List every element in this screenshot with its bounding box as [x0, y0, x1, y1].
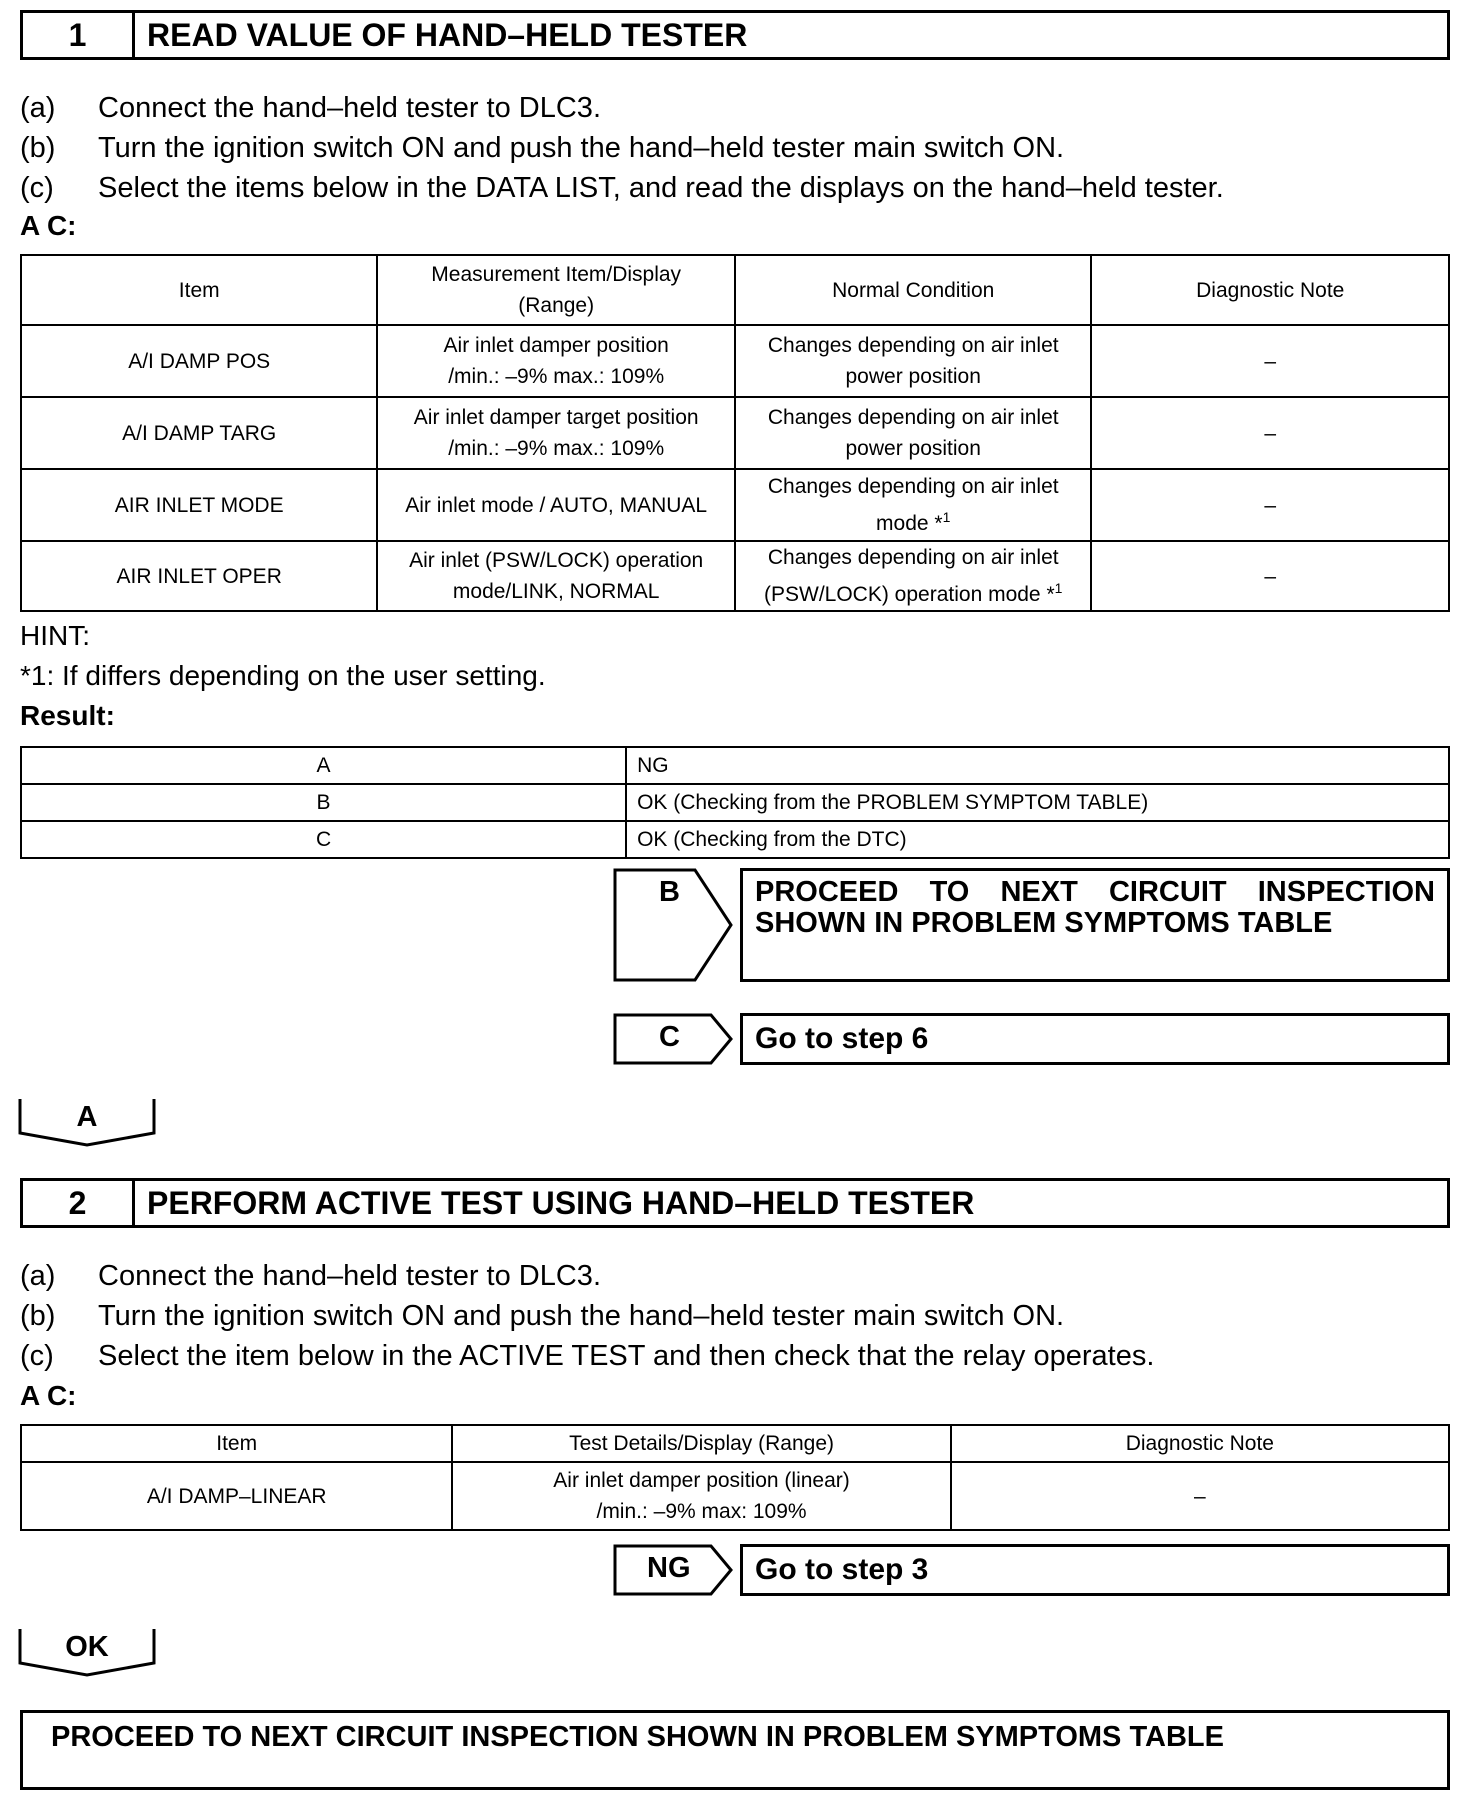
final-box-text: PROCEED TO NEXT CIRCUIT INSPECTION SHOWN IN PROBLEM SYMPTOMS TABLE: [51, 1721, 1224, 1753]
step-1-title: READ VALUE OF HAND–HELD TESTER: [147, 16, 748, 53]
table-header: Item: [21, 255, 377, 325]
branch-b-arrow: [613, 868, 733, 982]
instruction-text: Select the items below in the DATA LIST, and read the displays on the hand–held tester.: [98, 172, 1224, 204]
continue-a-arrow: [18, 1097, 156, 1147]
continue-ok-arrow: [18, 1627, 156, 1677]
step-2-instructions: [20, 1256, 1154, 1376]
table-cell: –: [951, 1462, 1449, 1530]
table-row: [21, 469, 1449, 541]
active-test-table: [20, 1424, 1450, 1531]
table-cell: A/I DAMP TARG: [21, 397, 377, 469]
instruction-item: [20, 168, 1224, 208]
branch-c-label: C: [659, 1021, 680, 1053]
table-cell: AIR INLET MODE: [21, 469, 377, 541]
table-cell: A/I DAMP–LINEAR: [21, 1462, 452, 1530]
final-box: [20, 1710, 1450, 1790]
instruction-label: (c): [20, 172, 54, 204]
result-text: NG: [626, 747, 1449, 784]
table-cell: Air inlet mode / AUTO, MANUAL: [377, 469, 735, 541]
hint-text: *1: If differs depending on the user setting.: [20, 660, 546, 691]
step-2-header: [20, 1178, 1450, 1228]
branch-ng-arrow: [613, 1544, 733, 1596]
step-1-header: [20, 10, 1450, 60]
result-table: [20, 746, 1450, 859]
instruction-item: [20, 1296, 1154, 1336]
table-row: [21, 821, 1449, 858]
step-1-number: 1: [23, 13, 135, 57]
table-cell: Air inlet (PSW/LOCK) operation mode/LINK, NORMAL: [377, 541, 735, 611]
table-header: Item: [21, 1425, 452, 1462]
step-2-number: 2: [23, 1181, 135, 1225]
instruction-item: [20, 128, 1224, 168]
branch-b-text: PROCEED TO NEXT CIRCUIT INSPECTION SHOWN IN PROBLEM SYMPTOMS TABLE: [755, 876, 1435, 939]
instruction-text: Turn the ignition switch ON and push the hand–held tester main switch ON.: [98, 132, 1065, 164]
instruction-text: Select the item below in the ACTIVE TEST and then check that the relay operates.: [98, 1340, 1155, 1372]
table-row: [21, 784, 1449, 821]
step-1-instructions: [20, 88, 1224, 208]
table-cell: –: [1091, 325, 1449, 397]
hint-label: HINT:: [20, 620, 90, 651]
table-header: [377, 255, 735, 325]
table-cell: AIR INLET OPER: [21, 541, 377, 611]
instruction-label: (a): [20, 1260, 56, 1292]
instruction-item: [20, 1256, 1154, 1296]
table-cell: Air inlet damper position (linear) /min.: –9% max: 109%: [452, 1462, 950, 1530]
branch-c-arrow: [613, 1013, 733, 1065]
instruction-label: (c): [20, 1340, 54, 1372]
table-row: [21, 1462, 1449, 1530]
table-row: [21, 541, 1449, 611]
table-header: Normal Condition: [735, 255, 1092, 325]
step-2-title: PERFORM ACTIVE TEST USING HAND–HELD TESTER: [147, 1184, 975, 1221]
table-row: [21, 397, 1449, 469]
header-line: Measurement Item/Display: [431, 263, 682, 286]
table-cell: Changes depending on air inlet power position: [735, 325, 1092, 397]
instruction-text: Connect the hand–held tester to DLC3.: [98, 1260, 601, 1292]
table-cell: –: [1091, 469, 1449, 541]
result-label: Result:: [20, 700, 115, 731]
branch-ng-box: [740, 1544, 1450, 1596]
table-cell: Air inlet damper position /min.: –9% max.: 109%: [377, 325, 735, 397]
header-line: (Range): [518, 294, 595, 317]
branch-b-box: [740, 868, 1450, 982]
continue-a-label: A: [76, 1101, 98, 1133]
data-list-table: [20, 254, 1450, 612]
instruction-text: Connect the hand–held tester to DLC3.: [98, 92, 601, 124]
table-cell: –: [1091, 541, 1449, 611]
table-header-row: [21, 255, 1449, 325]
table-header: Diagnostic Note: [951, 1425, 1449, 1462]
instruction-item: [20, 1336, 1154, 1376]
continue-ok-label: OK: [65, 1631, 109, 1663]
table-cell: Changes depending on air inlet (PSW/LOCK) operation mode *$^1$: [735, 541, 1092, 611]
instruction-label: (a): [20, 92, 56, 124]
branch-c-text: Go to step 6: [755, 1022, 929, 1055]
section-label: A C:: [20, 210, 77, 241]
table-cell: A/I DAMP POS: [21, 325, 377, 397]
branch-c-box: [740, 1013, 1450, 1065]
result-code: B: [21, 784, 626, 821]
table-header: Diagnostic Note: [1091, 255, 1449, 325]
table-row: [21, 747, 1449, 784]
result-code: A: [21, 747, 626, 784]
instruction-item: [20, 88, 1224, 128]
table-row: [21, 325, 1449, 397]
table-cell: Changes depending on air inlet power position: [735, 397, 1092, 469]
table-header-row: [21, 1425, 1449, 1462]
result-text: OK (Checking from the PROBLEM SYMPTOM TABLE): [626, 784, 1449, 821]
branch-ng-text: Go to step 3: [755, 1553, 929, 1586]
result-text: OK (Checking from the DTC): [626, 821, 1449, 858]
branch-ng-label: NG: [647, 1552, 691, 1584]
instruction-label: (b): [20, 132, 56, 164]
table-header: Test Details/Display (Range): [452, 1425, 950, 1462]
section-label: A C:: [20, 1380, 77, 1411]
table-cell: Changes depending on air inlet mode *$^1$: [735, 469, 1092, 541]
table-cell: Air inlet damper target position /min.: –9% max.: 109%: [377, 397, 735, 469]
result-code: C: [21, 821, 626, 858]
instruction-text: Turn the ignition switch ON and push the hand–held tester main switch ON.: [98, 1300, 1065, 1332]
instruction-label: (b): [20, 1300, 56, 1332]
table-cell: –: [1091, 397, 1449, 469]
branch-b-label: B: [659, 876, 680, 908]
